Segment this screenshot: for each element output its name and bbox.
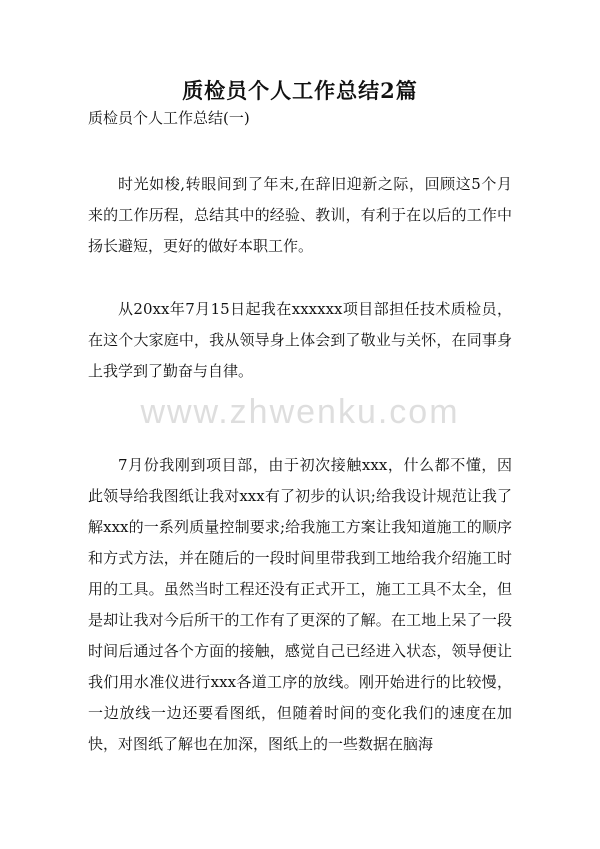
paragraph-1: 时光如梭,转眼间到了年末,在辞旧迎新之际，回顾这5个月来的工作历程，总结其中的经验、教训，有利于在以后的工作中扬长避短，更好的做好本职工作。 (88, 175, 512, 255)
watermark: www.zhwenku.com (140, 393, 460, 431)
document-title: 质检员个人工作总结2篇 (182, 78, 418, 103)
paragraph-3: 7月份我刚到项目部，由于初次接触xxx，什么都不懂，因此领导给我图纸让我对xxx有了初步的认识;给我设计规范让我了解xxx的一系列质量控制要求;给我施工方案让我知道施工的顺序和方式方法，并在随后的一段时间里带我到工地给我介绍施工时用的工具。虽然当时工程还没有正式开工，施工工具不太全，但是却让我对今后所干的工作有了更深的了解。在工地上呆了一段时间后通过各个方面的接触，感觉自己已经进入状态，领导便让我们用水准仪进行xxx各道工序的放线。刚开始进行的比较慢，一边放线一边还要看图纸，但随着时间的变化我们的速度在加快，对图纸了解也在加深，图纸上的一些数据在脑海 (88, 456, 512, 753)
paragraph-2: 从20xx年7月15日起我在xxxxxx项目部担任技术质检员，在这个大家庭中，我从领导身上体会到了敬业与关怀，在同事身上我学到了勤奋与自律。 (88, 300, 512, 380)
document-subtitle: 质检员个人工作总结(一) (88, 109, 250, 127)
